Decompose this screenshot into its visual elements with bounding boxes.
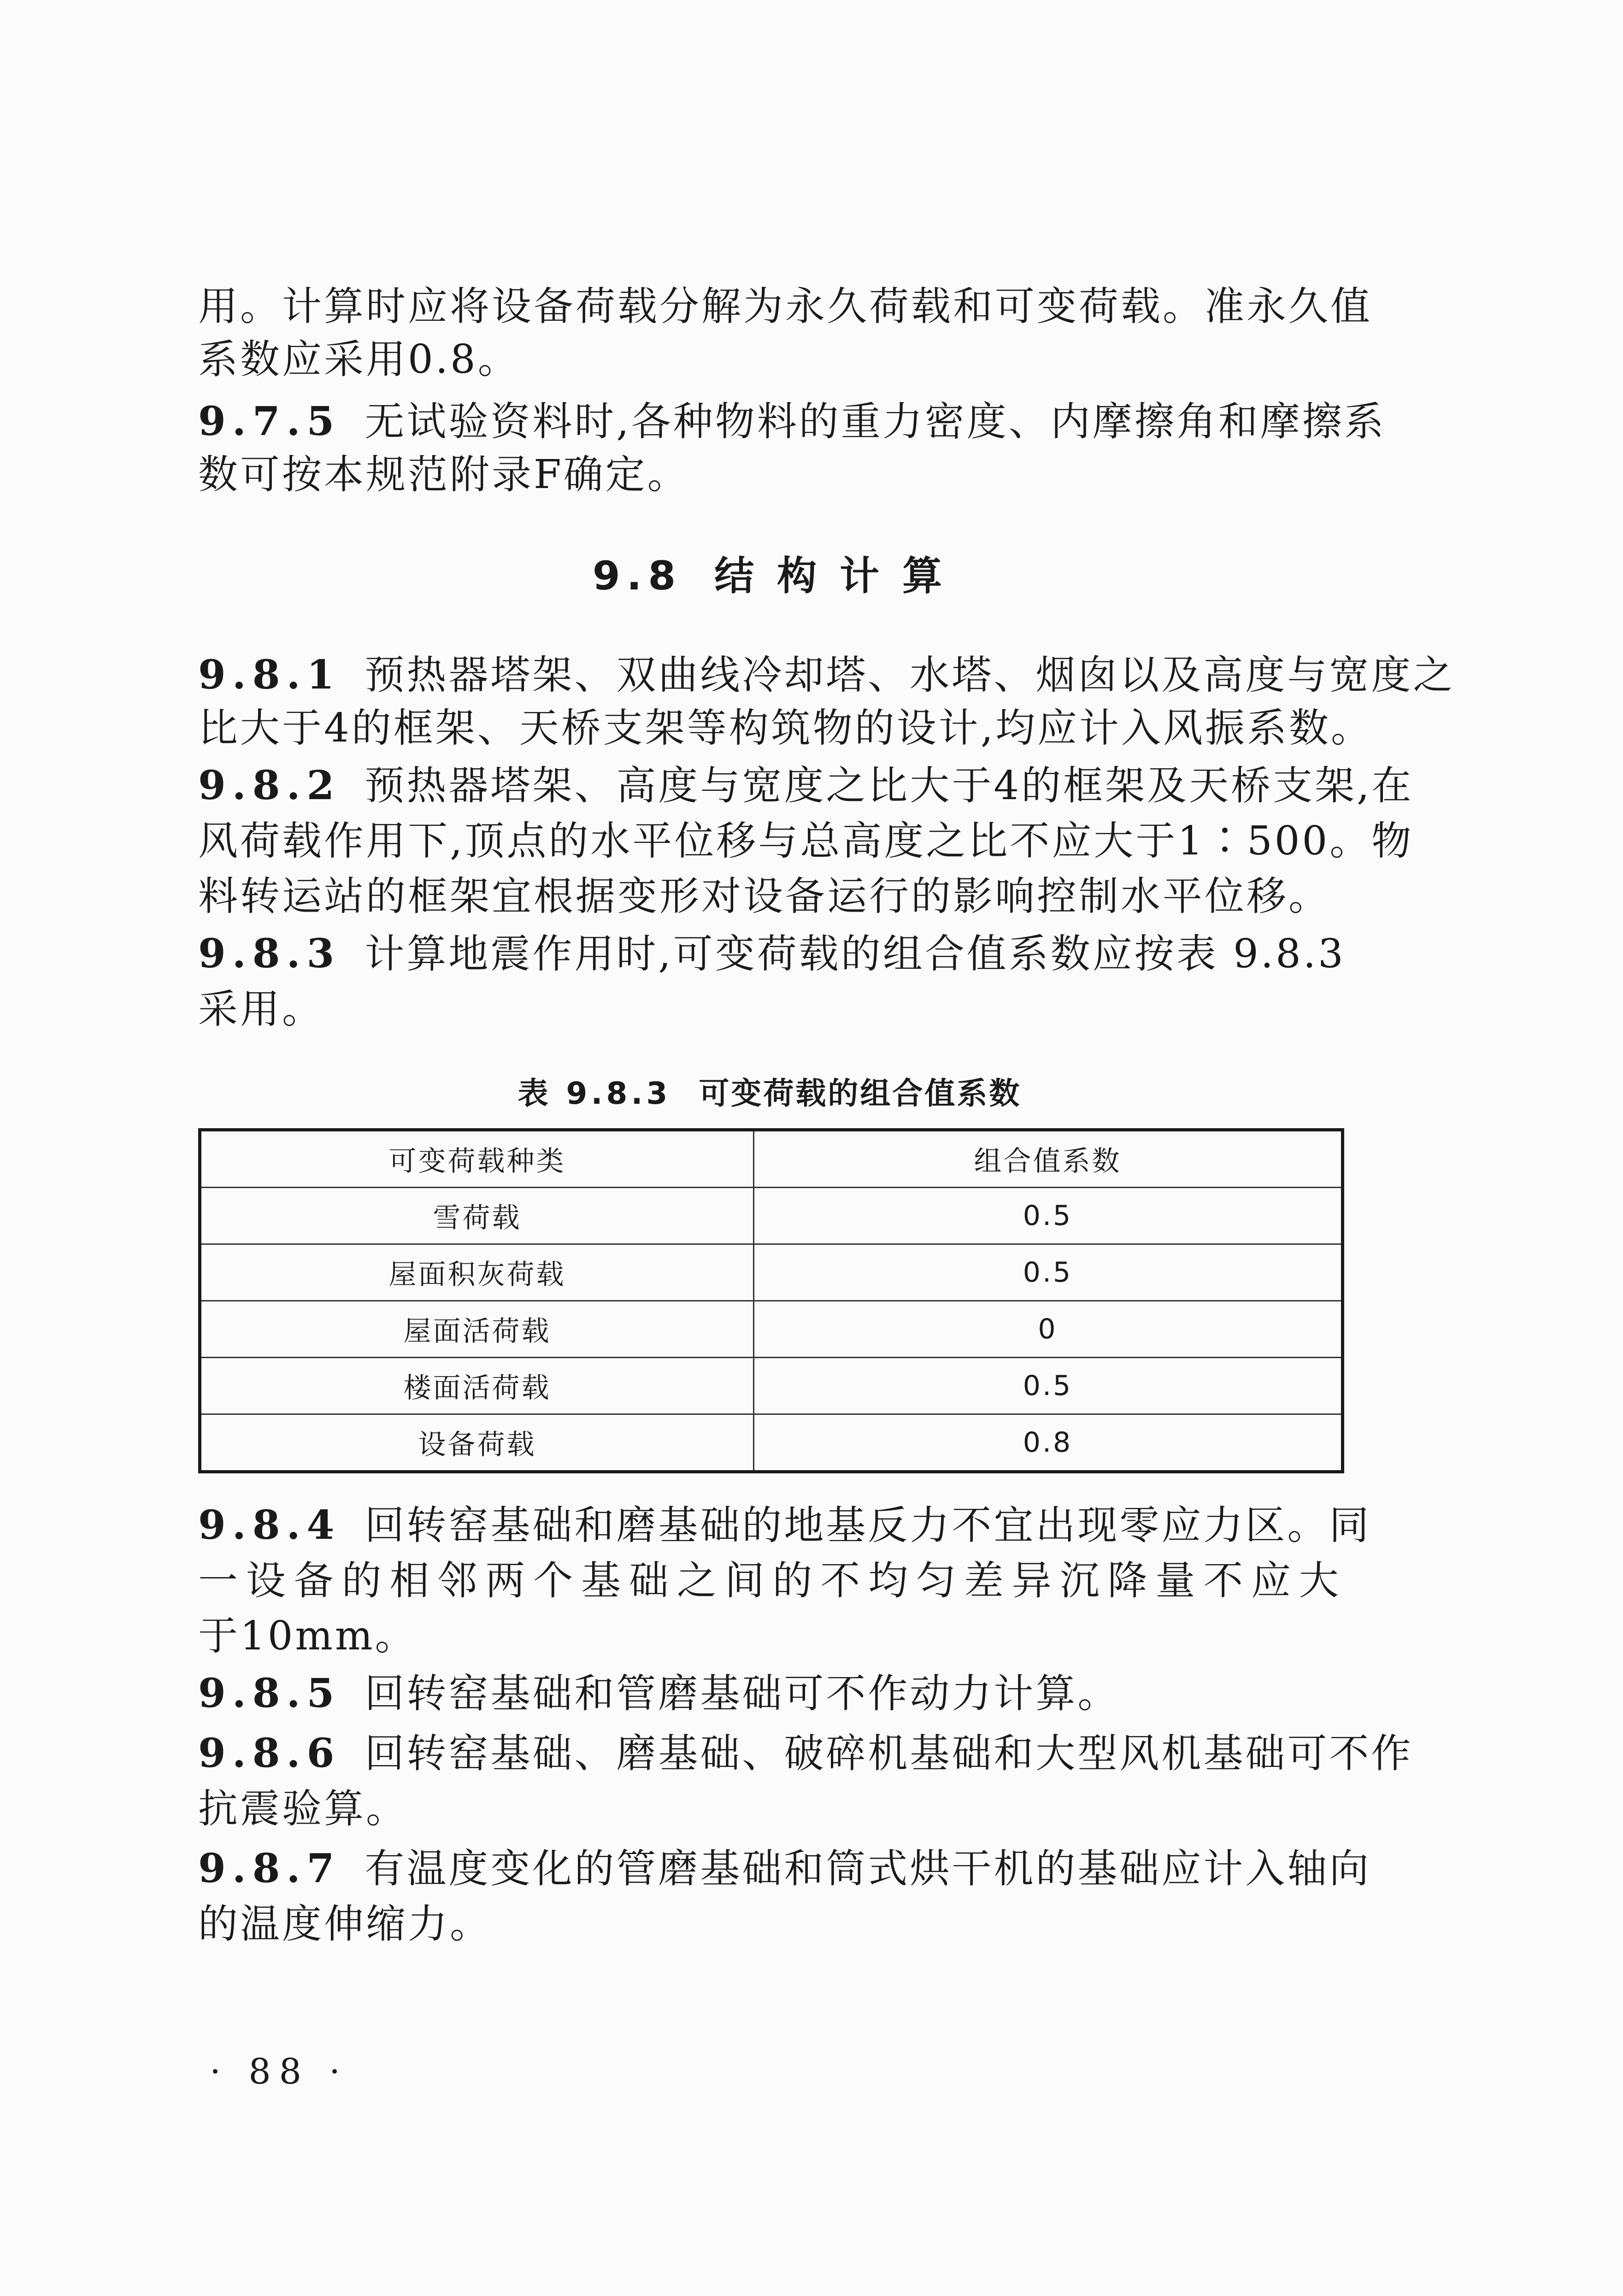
- clause-number: 9.8.6: [198, 1730, 341, 1777]
- section-heading: [198, 546, 1341, 606]
- column-header-coefficient: 组合值系数: [754, 1130, 1343, 1188]
- coefficient-cell: 0.5: [754, 1188, 1343, 1244]
- paragraph-line: 料转运站的框架宜根据变形对设备运行的影响控制水平位移。: [198, 873, 1330, 919]
- combination-coefficient-table: [198, 1128, 1344, 1473]
- clause-number: 9.8.3: [198, 930, 341, 977]
- clause-9-7-5: 9.7.5 无试验资料时,各种物料的重力密度、内摩擦角和摩擦系: [198, 398, 1386, 445]
- section-title-text: 结 构 计 算: [714, 553, 947, 599]
- load-type-cell: 雪荷载: [200, 1188, 754, 1244]
- coefficient-cell: 0.5: [754, 1358, 1343, 1414]
- coefficient-cell: 0.5: [754, 1244, 1343, 1301]
- page-number: · 88 ·: [210, 2051, 349, 2092]
- paragraph-line: 风荷载作用下,顶点的水平位移与总高度之比不应大于1∶500。物: [198, 818, 1414, 864]
- load-type-cell: 设备荷载: [200, 1414, 754, 1472]
- clause-number: 9.8.4: [198, 1502, 341, 1548]
- paragraph-line: 的温度伸缩力。: [198, 1901, 492, 1947]
- table-number: 表 9.8.3: [517, 1076, 671, 1111]
- clause-number: 9.8.7: [198, 1845, 341, 1892]
- clause-number: 9.8.1: [198, 652, 341, 698]
- clause-number: 9.8.2: [198, 762, 341, 809]
- table-header-row: [200, 1130, 1343, 1188]
- coefficient-cell: 0: [754, 1301, 1343, 1358]
- clause-number: 9.7.5: [198, 398, 341, 445]
- clause-9-8-5: 9.8.5 回转窑基础和管磨基础可不作动力计算。: [198, 1670, 1120, 1717]
- table-title: 可变荷载的组合值系数: [699, 1076, 1022, 1111]
- clause-9-8-7: 9.8.7 有温度变化的管磨基础和筒式烘干机的基础应计入轴向: [198, 1845, 1371, 1892]
- clause-9-8-1: 9.8.1 预热器塔架、双曲线冷却塔、水塔、烟囱以及高度与宽度之: [198, 652, 1455, 698]
- paragraph-line: 采用。: [198, 986, 324, 1032]
- clause-9-8-4: 9.8.4 回转窑基础和磨基础的地基反力不宜出现零应力区。同: [198, 1502, 1371, 1548]
- paragraph-line: 数可按本规范附录F确定。: [198, 452, 689, 498]
- document-page: [198, 0, 1455, 2296]
- table-caption: [198, 1068, 1341, 1119]
- load-type-cell: 屋面活荷载: [200, 1301, 754, 1358]
- clause-9-8-3: 9.8.3 计算地震作用时,可变荷载的组合值系数应按表 9.8.3: [198, 930, 1346, 977]
- load-type-cell: 楼面活荷载: [200, 1358, 754, 1414]
- paragraph-line: 于10mm。: [198, 1613, 417, 1659]
- section-number: 9.8: [592, 553, 682, 599]
- coefficient-cell: 0.8: [754, 1414, 1343, 1472]
- table-row: [200, 1188, 1343, 1244]
- column-header-load-type: 可变荷载种类: [200, 1130, 754, 1188]
- clause-9-8-6: 9.8.6 回转窑基础、磨基础、破碎机基础和大型风机基础可不作: [198, 1730, 1413, 1777]
- paragraph-line: 一设备的相邻两个基础之间的不均匀差异沉降量不应大: [198, 1558, 1341, 1604]
- paragraph-line: 比大于4的框架、天桥支架等构筑物的设计,均应计入风振系数。: [198, 705, 1373, 751]
- table-row: [200, 1414, 1343, 1472]
- paragraph-line: 抗震验算。: [198, 1786, 408, 1832]
- clause-number: 9.8.5: [198, 1670, 341, 1717]
- load-type-cell: 屋面积灰荷载: [200, 1244, 754, 1301]
- table-row: [200, 1244, 1343, 1301]
- table-row: [200, 1301, 1343, 1358]
- clause-9-8-2: 9.8.2 预热器塔架、高度与宽度之比大于4的框架及天桥支架,在: [198, 762, 1414, 809]
- paragraph-line: 系数应采用0.8。: [198, 336, 520, 383]
- paragraph-line: 用。计算时应将设备荷载分解为永久荷载和可变荷载。准永久值: [198, 283, 1372, 330]
- table-row: [200, 1358, 1343, 1414]
